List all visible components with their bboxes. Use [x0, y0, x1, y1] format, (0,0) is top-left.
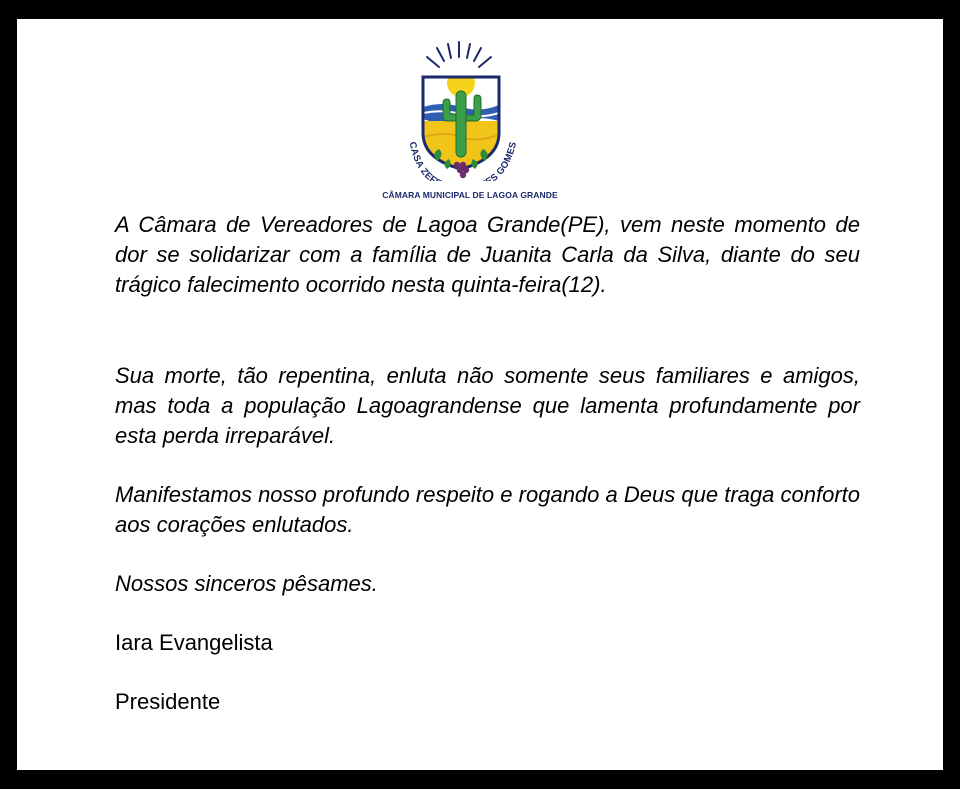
emblem-caption: CÂMARA MUNICIPAL DE LAGOA GRANDE [382, 190, 558, 200]
municipal-coat-of-arms-icon [387, 41, 537, 181]
signature-role: Presidente [115, 689, 221, 714]
letter-paragraph-2: Sua morte, tão repentina, enluta não somente seus familiares e amigos, mas toda a população Lagoagrandense que lamenta profundamente por esta perda irreparável. [115, 363, 860, 448]
emblem-ring-text: CASA ZEF S GOMES [406, 140, 520, 181]
letter-page [17, 19, 943, 770]
letter-paragraph-1: A Câmara de Vereadores de Lagoa Grande(PE), vem neste momento de dor se solidarizar com a família de Juanita Carla da Silva, diante do seu trágico falecimento ocorrido nesta quinta-feira(12). [115, 212, 860, 297]
letter-paragraph-4: Nossos sinceros pêsames. [115, 571, 378, 596]
signature-name: Iara Evangelista [115, 630, 273, 655]
letter-paragraph-3: Manifestamos nosso profundo respeito e rogando a Deus que traga conforto aos corações enlutados. [115, 482, 860, 537]
